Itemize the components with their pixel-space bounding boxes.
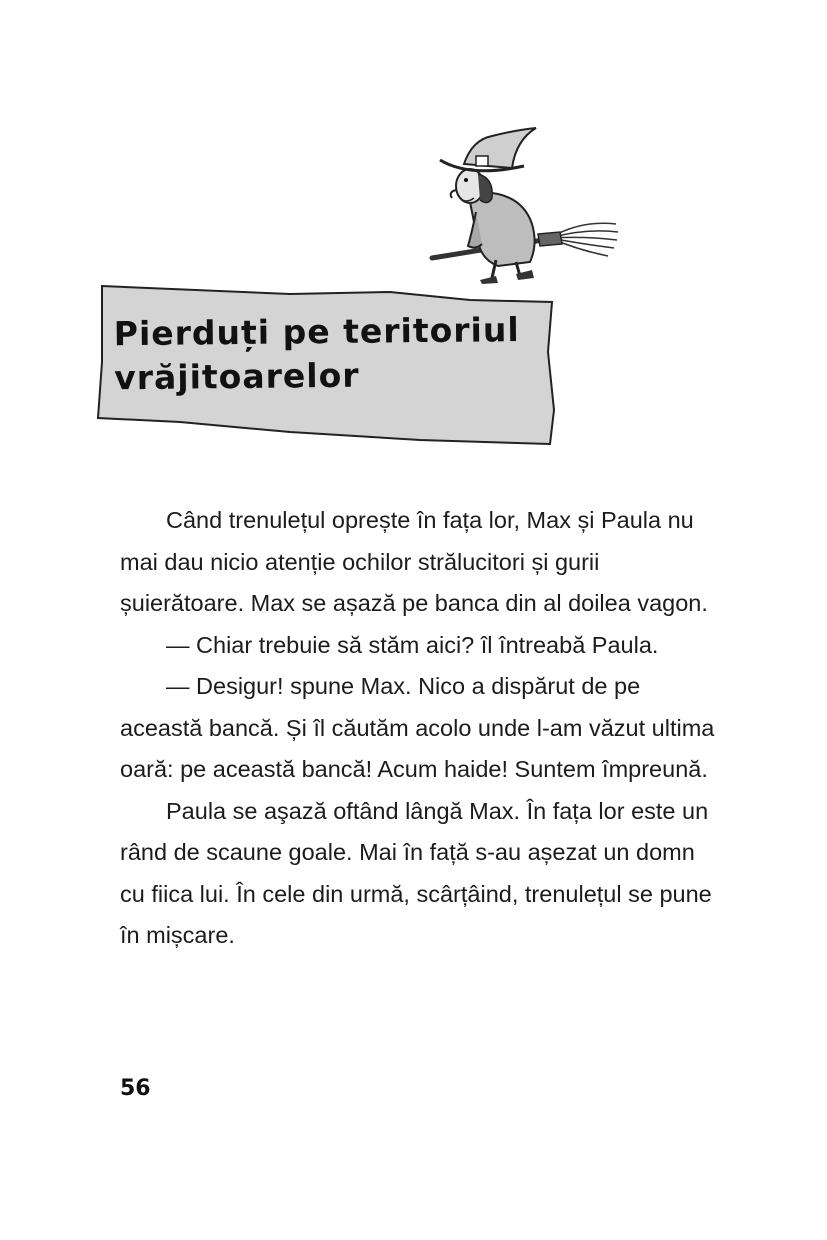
chapter-title	[114, 308, 555, 401]
chapter-title-line-2: vrăjitoarelor	[114, 355, 360, 398]
chapter-banner	[90, 282, 560, 448]
paragraph: Când trenulețul oprește în fața lor, Max și Paula nu mai dau nicio atenție ochilor strălucitori și gurii șuierătoare. Max se așază pe banca din al doilea vagon.	[120, 507, 708, 616]
paragraph: — Desigur! spune Max. Nico a dispărut de pe această bancă. Și îl căutăm acolo unde l-am văzut ultima oară: pe această bancă! Acum haide! Suntem împreună.	[120, 673, 715, 782]
paragraph: — Chiar trebuie să stăm aici? îl întreabă Paula.	[166, 631, 659, 658]
witch-on-broom-icon	[420, 120, 640, 295]
body-text	[120, 500, 720, 957]
chapter-title-line-1: Pierduți pe teritoriul	[113, 310, 520, 354]
page-number: 56	[120, 1076, 151, 1101]
paragraph: Paula se aşază oftând lângă Max. În fața lor este un rând de scaune goale. Mai în față s-au așezat un domn cu fiica lui. În cele din urmă, scârțâind, trenulețul se pune în mișcare.	[120, 797, 712, 948]
